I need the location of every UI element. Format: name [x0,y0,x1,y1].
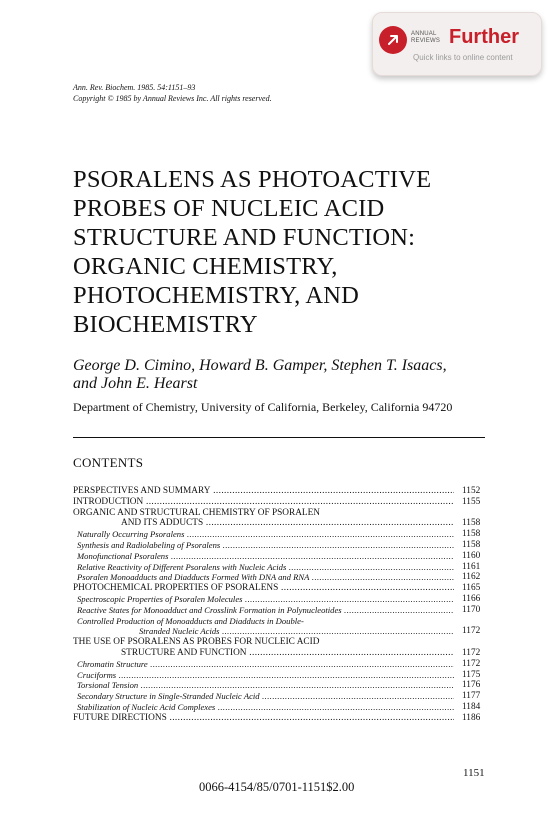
toc-entry-page: 1158 [462,518,481,529]
toc-entry-page: 1176 [462,680,481,691]
toc-entry [73,497,488,508]
toc-entry [73,540,488,551]
copyright-code-line: 0066-4154/85/0701-1151$2.00 [199,780,355,794]
reviews-label: REVIEWS [411,38,441,44]
toc-entry-title: PHOTOCHEMICAL PROPERTIES OF PSORALENS ..... [73,583,454,594]
title-line: PHOTOCHEMISTRY, AND [73,282,360,309]
toc-entry-page: 1158 [462,539,481,550]
toc-entry-page: 1175 [462,669,481,680]
toc-entry [73,670,488,681]
toc-entry-title: THE USE OF PSORALENS AS PROBES FOR NUCLEIC ACID [73,637,320,648]
toc-entry [73,702,488,713]
annual-reviews-logo-icon [379,26,407,54]
toc-entry-title: ORGANIC AND STRUCTURAL CHEMISTRY OF PSORALEN [73,507,320,518]
toc-entry-title: Secondary Structure in Single-Stranded Nucleic Acid ..... [77,691,454,702]
toc-entry [73,551,488,562]
toc-entry-title: STRUCTURE AND FUNCTION ..... [121,648,454,659]
table-of-contents [73,486,488,724]
toc-entry-title: Controlled Production of Monoadducts and Diadducts in Double- [77,615,304,626]
toc-entry-page: 1152 [462,486,481,496]
toc-entry [73,659,488,670]
author-line: George D. Cimino, Howard B. Gamper, Stephen T. Isaacs, [73,357,447,374]
toc-entry [73,572,488,583]
toc-entry [73,680,488,691]
toc-entry [73,508,488,519]
toc-entry [73,691,488,702]
further-label: Further [449,26,519,48]
toc-entry-title: Monofunctional Psoralens ..... [77,551,454,562]
toc-entry-page: 1161 [462,561,481,572]
toc-entry-page: 1165 [462,583,481,594]
toc-entry-title: FUTURE DIRECTIONS ..... [73,713,454,724]
toc-entry-title: INTRODUCTION ..... [73,497,454,508]
toc-entry-title: Relative Reactivity of Different Psoralens with Nucleic Acids ..... [77,562,454,573]
toc-entry-page: 1177 [462,691,481,702]
toc-entry [73,583,488,594]
authors [73,357,447,393]
toc-entry-page: 1158 [462,529,481,540]
toc-entry [73,616,488,627]
toc-entry-title: PERSPECTIVES AND SUMMARY ..... [73,486,454,497]
title-line: BIOCHEMISTRY [73,311,258,338]
toc-entry [73,594,488,605]
annual-label: ANNUAL [411,31,437,37]
toc-entry-title: Stabilization of Nucleic Acid Complexes ..... [77,702,454,713]
title-line: PROBES OF NUCLEIC ACID [73,195,385,222]
toc-entry-page: 1162 [462,572,481,583]
toc-entry-page: 1172 [462,658,481,669]
toc-entry-title: AND ITS ADDUCTS ..... [121,518,454,529]
article-title [73,165,431,339]
toc-entry [73,605,488,616]
toc-entry-page: 1170 [462,604,481,615]
toc-entry [73,518,488,529]
title-line: PSORALENS AS PHOTOACTIVE [73,166,432,193]
citation-line: Ann. Rev. Biochem. 1985. 54:1151–93 [73,83,196,92]
toc-entry [73,486,488,497]
toc-entry [73,626,488,637]
toc-entry [73,713,488,724]
toc-entry-title: Naturally Occurring Psoralens ..... [77,529,454,540]
toc-entry [73,648,488,659]
department-affiliation: Department of Chemistry, University of California, Berkeley, California 94720 [73,400,453,414]
toc-entry-page: 1172 [462,626,481,637]
toc-entry [73,529,488,540]
toc-entry-title: Synthesis and Radiolabeling of Psoralens ..... [77,540,454,551]
quick-links-label: Quick links to online content [413,53,513,62]
title-line: ORGANIC CHEMISTRY, [73,253,338,280]
toc-entry-page: 1184 [462,701,481,712]
toc-entry-title: Stranded Nucleic Acids ..... [139,626,454,637]
toc-entry-page: 1155 [462,496,481,507]
title-line: STRUCTURE AND FUNCTION: [73,224,416,251]
toc-entry-title: Psoralen Monoadducts and Diadducts Formed With DNA and RNA ..... [77,572,454,583]
toc-entry-page: 1186 [462,712,481,723]
toc-entry-page: 1166 [462,593,481,604]
toc-entry-page: 1160 [462,550,481,561]
toc-entry [73,637,488,648]
toc-entry-title: Spectroscopic Properties of Psoralen Molecules ..... [77,594,454,605]
annual-reviews-further-banner[interactable] [372,12,542,76]
page-number: 1151 [463,767,485,779]
toc-entry-title: Cruciforms ..... [77,670,454,681]
toc-entry-page: 1172 [462,647,481,658]
copyright-line: Copyright © 1985 by Annual Reviews Inc. All rights reserved. [73,94,272,103]
toc-entry [73,562,488,573]
toc-entry-title: Torsional Tension ..... [77,680,454,691]
annual-reviews-wordmark [411,31,451,45]
horizontal-rule [73,437,485,438]
contents-heading: CONTENTS [73,455,144,470]
toc-entry-title: Chromatin Structure ..... [77,659,454,670]
toc-entry-title: Reactive States for Monoadduct and Crosslink Formation in Polynucleotides ..... [77,605,454,616]
journal-citation [73,82,272,104]
author-line: and John E. Hearst [73,375,198,392]
arrow-icon [386,33,400,47]
